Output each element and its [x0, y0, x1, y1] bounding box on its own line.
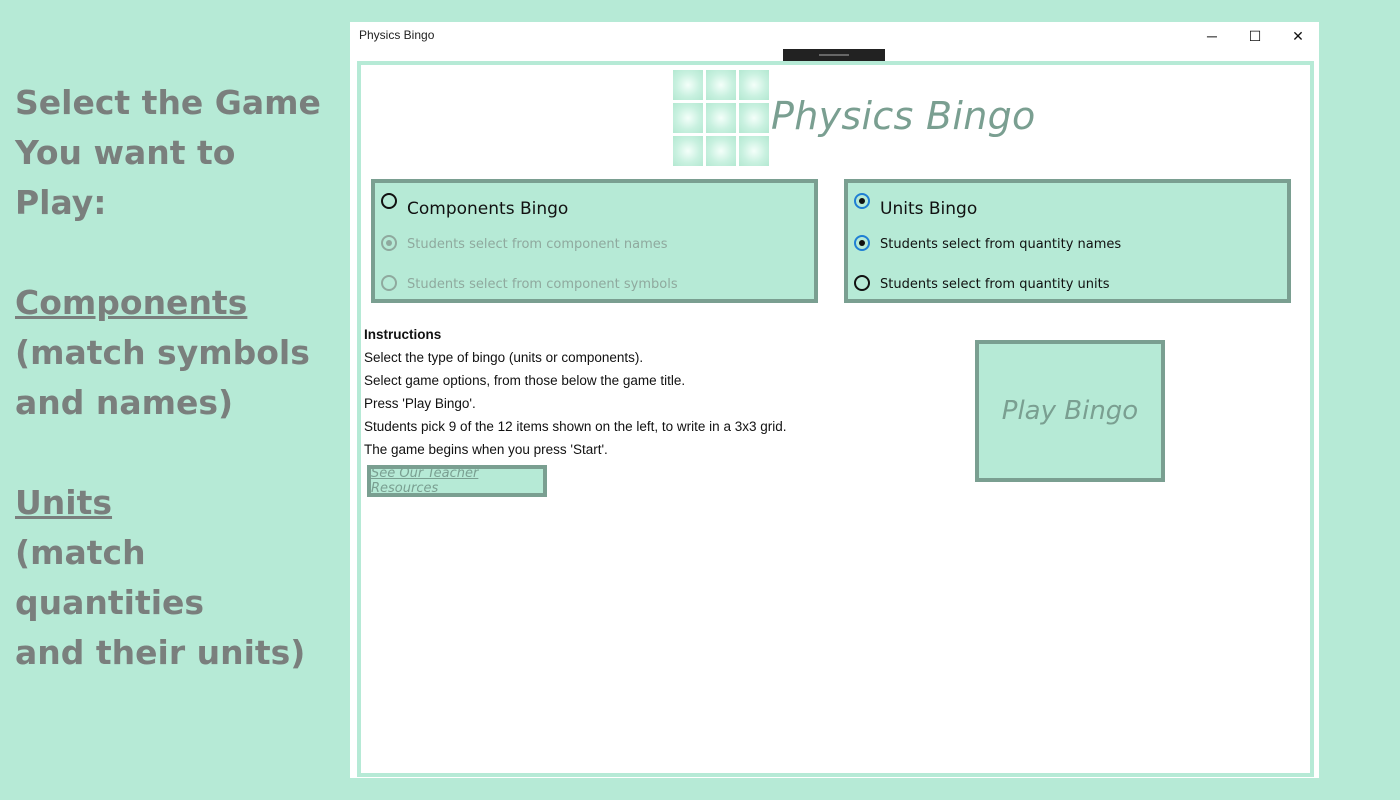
components-bingo-panel [371, 179, 818, 303]
play-bingo-label: Play Bingo [1001, 396, 1139, 426]
promo-units-heading: Units [15, 483, 113, 522]
logo-cell [673, 136, 703, 166]
promo-components-desc-1: (match symbols [15, 333, 310, 372]
units-bingo-label[interactable]: Units Bingo [880, 199, 978, 219]
logo-grid-icon [673, 70, 769, 166]
logo-cell [706, 136, 736, 166]
logo-cell [706, 103, 736, 133]
logo-cell [739, 70, 769, 100]
promo-line-2: You want to Play: [15, 133, 236, 222]
app-title: Physics Bingo [771, 94, 1036, 138]
instruction-line: Select the type of bingo (units or components). [364, 350, 644, 365]
quantity-units-radio[interactable] [854, 275, 870, 291]
drag-handle[interactable] [783, 49, 885, 61]
logo-cell [706, 70, 736, 100]
instruction-line: Press 'Play Bingo'. [364, 396, 476, 411]
promo-components-heading: Components [15, 283, 248, 322]
promo-components-desc-2: and names) [15, 383, 234, 422]
minimize-button[interactable] [1191, 22, 1233, 50]
instruction-line: The game begins when you press 'Start'. [364, 442, 608, 457]
minimize-icon: ─ [1207, 28, 1217, 44]
teacher-resources-link[interactable] [367, 465, 547, 497]
app-window [350, 22, 1319, 778]
window-title: Physics Bingo [359, 28, 435, 42]
close-button[interactable] [1277, 22, 1319, 50]
logo-cell [739, 103, 769, 133]
close-icon: ✕ [1292, 27, 1304, 44]
title-bar[interactable] [350, 22, 1319, 50]
quantity-names-label[interactable]: Students select from quantity names [880, 237, 1122, 252]
promo-line-1: Select the Game [15, 83, 321, 122]
logo-cell [739, 136, 769, 166]
promo-text [15, 78, 335, 678]
component-symbols-label[interactable]: Students select from component symbols [407, 277, 678, 292]
maximize-icon: ☐ [1248, 27, 1262, 44]
components-bingo-label[interactable]: Components Bingo [407, 199, 569, 219]
teacher-resources-label: See Our Teacher Resources [371, 466, 479, 496]
instructions [364, 323, 834, 461]
component-names-radio[interactable] [381, 235, 397, 251]
units-bingo-radio[interactable] [854, 193, 870, 209]
component-symbols-radio[interactable] [381, 275, 397, 291]
maximize-button[interactable] [1234, 22, 1276, 50]
logo-cell [673, 70, 703, 100]
component-names-label[interactable]: Students select from component names [407, 237, 668, 252]
quantity-names-radio[interactable] [854, 235, 870, 251]
app-content [357, 61, 1314, 777]
components-bingo-radio[interactable] [381, 193, 397, 209]
units-bingo-panel [844, 179, 1291, 303]
instruction-line: Students pick 9 of the 12 items shown on the left, to write in a 3x3 grid. [364, 419, 787, 434]
play-bingo-button[interactable] [975, 340, 1165, 482]
promo-units-desc-1: (match quantities [15, 533, 205, 622]
instructions-heading: Instructions [364, 327, 442, 342]
instruction-line: Select game options, from those below the game title. [364, 373, 686, 388]
logo-cell [673, 103, 703, 133]
quantity-units-label[interactable]: Students select from quantity units [880, 277, 1110, 292]
promo-units-desc-2: and their units) [15, 633, 306, 672]
